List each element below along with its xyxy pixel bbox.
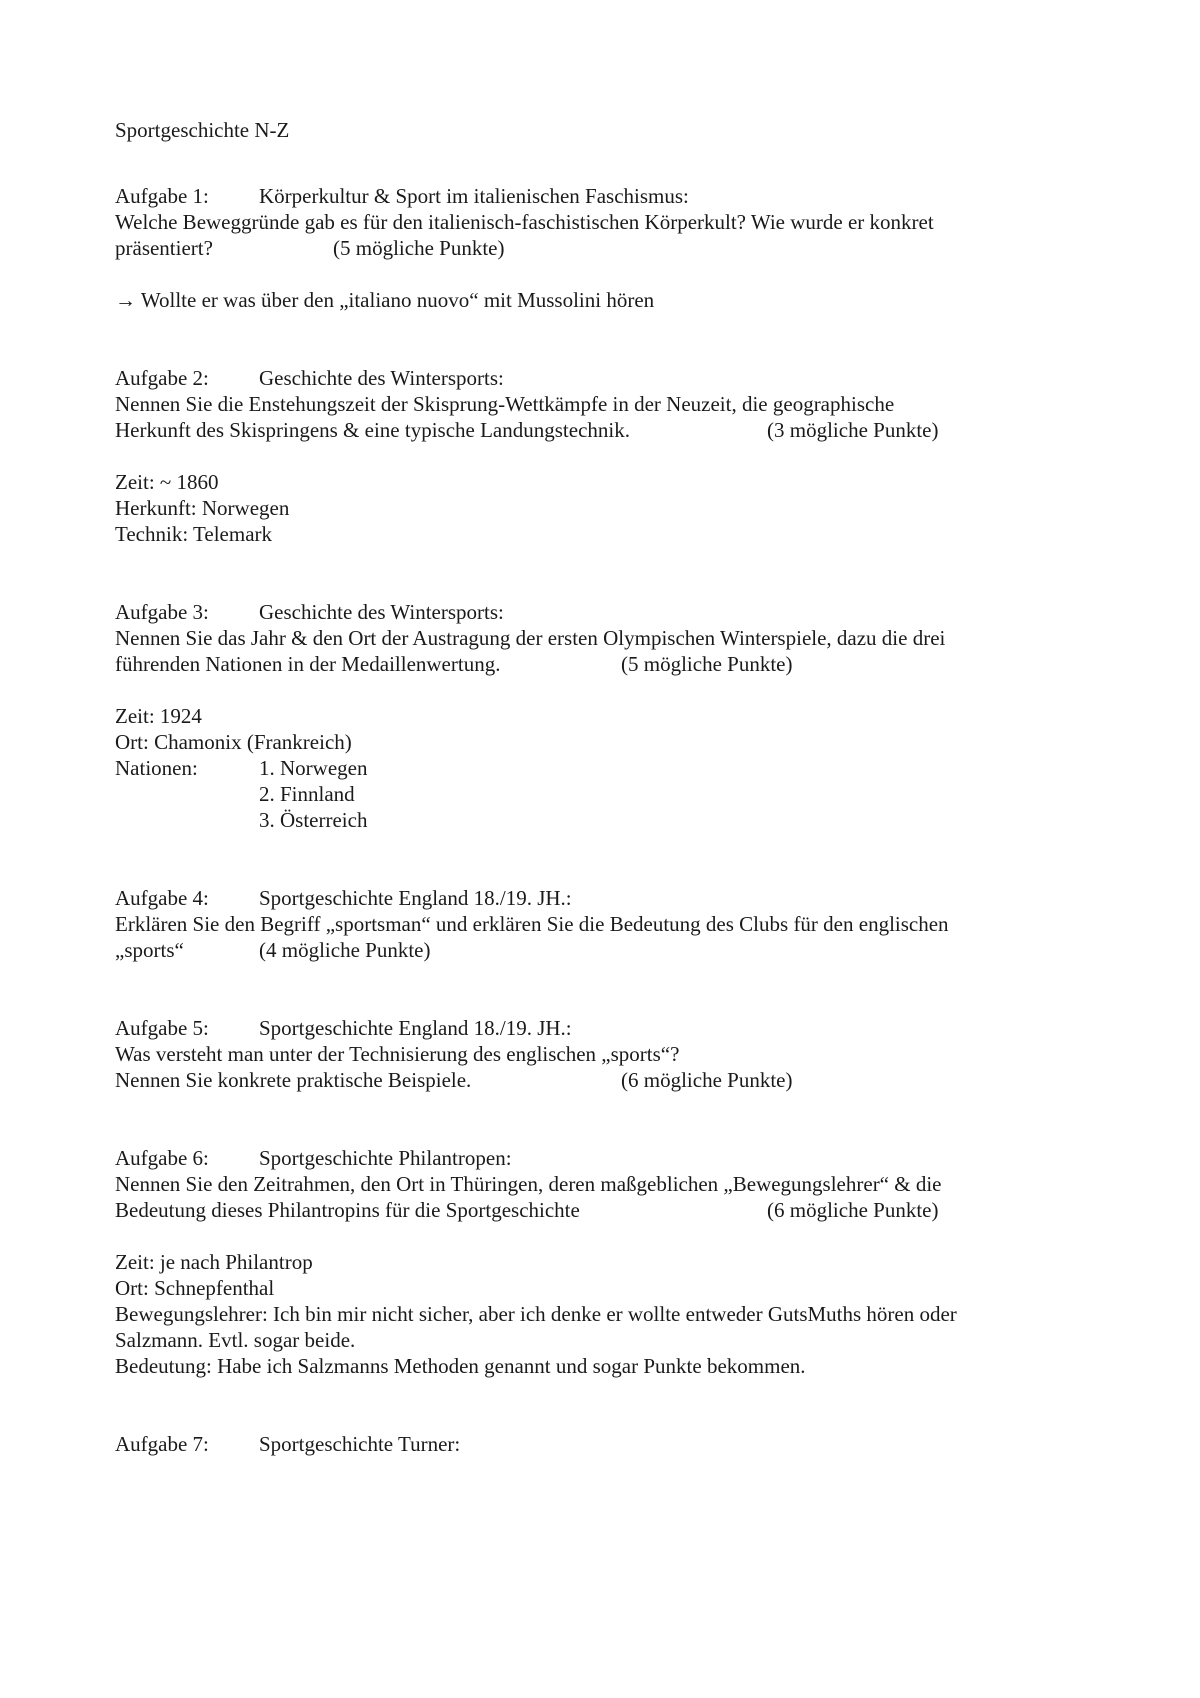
task-6-label: Aufgabe 6: [115,1146,209,1170]
task-7-topic: Sportgeschichte Turner: [259,1432,461,1456]
task-3-answer-line-1: Zeit: 1924 [115,704,202,728]
task-3-nation-row-2 [115,780,715,808]
task-1-label: Aufgabe 1: [115,184,209,208]
task-5-label: Aufgabe 5: [115,1016,209,1040]
task-6-answer-line-2: Ort: Schnepfenthal [115,1276,275,1300]
task-1-heading [115,182,689,210]
task-3-answer-line-2: Ort: Chamonix (Frankreich) [115,730,352,754]
task-3-question-line-1: Nennen Sie das Jahr & den Ort der Austragung der ersten Olympischen Winterspiele, dazu die drei [115,626,946,650]
task-5-question-line-1: Was versteht man unter der Technisierung des englischen „sports“? [115,1042,680,1066]
task-2-points: (3 mögliche Punkte) [767,418,939,442]
task-6-topic: Sportgeschichte Philantropen: [259,1146,512,1170]
task-4-points: (4 mögliche Punkte) [259,938,431,962]
task-4-heading [115,884,572,912]
task-7-label: Aufgabe 7: [115,1432,209,1456]
task-3-label: Aufgabe 3: [115,600,209,624]
task-5-points: (6 mögliche Punkte) [621,1068,793,1092]
task-7-heading [115,1430,461,1458]
task-6-question-line-1: Nennen Sie den Zeitrahmen, den Ort in Thüringen, deren maßgeblichen „Bewegungslehrer“ & die [115,1172,942,1196]
task-3-nation-2: 2. Finnland [259,782,355,806]
task-5-topic: Sportgeschichte England 18./19. JH.: [259,1016,572,1040]
task-4-topic: Sportgeschichte England 18./19. JH.: [259,886,572,910]
task-3-nation-3: 3. Österreich [259,808,368,832]
task-6-answer-line-5: Bedeutung: Habe ich Salzmanns Methoden genannt und sogar Punkte bekommen. [115,1354,806,1378]
task-2-answer-line-2: Herkunft: Norwegen [115,496,290,520]
task-6-answer-line-1: Zeit: je nach Philantrop [115,1250,313,1274]
task-1-topic: Körperkultur & Sport im italienischen Faschismus: [259,184,689,208]
task-2-topic: Geschichte des Wintersports: [259,366,504,390]
task-2-label: Aufgabe 2: [115,366,209,390]
task-5-heading [115,1014,572,1042]
task-3-points: (5 mögliche Punkte) [621,652,793,676]
task-3-topic: Geschichte des Wintersports: [259,600,504,624]
task-2-question-line-1: Nennen Sie die Enstehungszeit der Skisprung-Wettkämpfe in der Neuzeit, die geographische [115,392,895,416]
task-2-answer-line-1: Zeit: ~ 1860 [115,470,219,494]
task-2-question-line-2: Herkunft des Skispringens & eine typische Landungstechnik. (3 mögliche Punkte) [115,418,939,442]
task-1-points: (5 mögliche Punkte) [333,236,505,260]
task-2-answer-line-3: Technik: Telemark [115,522,273,546]
task-6-question-line-2: Bedeutung dieses Philantropins für die Sportgeschichte (6 mögliche Punkte) [115,1198,939,1222]
task-1-answer-line-1: → Wollte er was über den „italiano nuovo“ mit Mussolini hören [115,288,655,312]
task-2-heading [115,364,504,392]
task-1-question-line-1: Welche Beweggründe gab es für den italienisch-faschistischen Körperkult? Wie wurde er konkret [115,210,934,234]
task-3-heading [115,598,504,626]
task-6-heading [115,1144,512,1172]
task-3-nation-row-3 [115,806,715,834]
task-3-nation-1: 1. Norwegen [259,756,368,780]
task-4-label: Aufgabe 4: [115,886,209,910]
task-6-answer-line-4: Salzmann. Evtl. sogar beide. [115,1328,356,1352]
task-4-question-line-1: Erklären Sie den Begriff „sportsman“ und erklären Sie die Bedeutung des Clubs für den englischen [115,912,949,936]
task-4-question-line-2: „sports“ (4 mögliche Punkte) [115,938,431,962]
task-1-question-line-2: präsentiert? (5 mögliche Punkte) [115,236,505,260]
task-3-nations [115,754,715,782]
task-3-question-line-2: führenden Nationen in der Medaillenwertung. (5 mögliche Punkte) [115,652,793,676]
document-title: Sportgeschichte N-Z [115,118,290,142]
task-5-question-line-2: Nennen Sie konkrete praktische Beispiele. (6 mögliche Punkte) [115,1068,793,1092]
task-6-points: (6 mögliche Punkte) [767,1198,939,1222]
task-6-answer-line-3: Bewegungslehrer: Ich bin mir nicht sicher, aber ich denke er wollte entweder GutsMuths hören oder [115,1302,957,1326]
task-3-nations-label: Nationen: [115,756,198,780]
